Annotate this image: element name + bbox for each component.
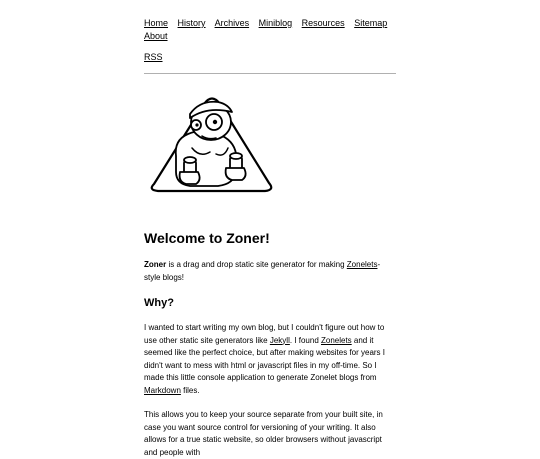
- intro-text-2: -style blogs!: [144, 260, 381, 282]
- nav-link-miniblog[interactable]: Miniblog: [258, 18, 293, 28]
- markdown-link[interactable]: Markdown: [144, 385, 181, 395]
- nav-link-history[interactable]: History: [177, 18, 206, 28]
- nav-link-about[interactable]: About: [144, 31, 168, 41]
- nav-link-home[interactable]: Home: [144, 18, 169, 28]
- zoner-logo: [144, 88, 279, 198]
- zonelets-link-2[interactable]: Zonelets: [321, 335, 352, 345]
- top-navigation: [144, 0, 396, 43]
- zoner-mascot-illustration: [144, 88, 279, 198]
- why-text-2: . I found: [289, 335, 321, 345]
- page-title: Welcome to Zoner!: [144, 230, 270, 246]
- rss-link[interactable]: RSS: [144, 52, 163, 62]
- why-text-4: files.: [180, 385, 200, 395]
- zonelets-link[interactable]: Zonelets: [346, 260, 378, 269]
- nav-link-sitemap[interactable]: Sitemap: [354, 18, 388, 28]
- why-text-1: I wanted to start writing my own blog, but I couldn't figure out how to use other static site generators like: [144, 323, 385, 345]
- why-heading: Why?: [144, 297, 174, 309]
- intro-text-1: is a drag and drop static site generator for making: [166, 260, 347, 269]
- source-paragraph: This allows you to keep your source separate from your built site, in case you want source control for versioning of your writing. It also allows for a true static website, so older browsers without javascript and people with: [144, 410, 383, 457]
- nav-link-archives[interactable]: Archives: [214, 18, 250, 28]
- jekyll-link[interactable]: Jekyll: [269, 335, 290, 345]
- intro-brand: Zoner: [144, 260, 167, 269]
- why-text-3: and it seemed like the perfect choice, but after making websites for years I didn't want to mess with html or javascript files in my off-time. So I made this little console application to generate Zonelet blogs from: [144, 335, 386, 382]
- why-paragraph: [144, 322, 396, 397]
- page-container: [144, 0, 396, 459]
- nav-link-resources[interactable]: Resources: [301, 18, 345, 28]
- rss-row: [144, 51, 396, 64]
- intro-paragraph: [144, 259, 396, 284]
- header-divider: [144, 73, 396, 74]
